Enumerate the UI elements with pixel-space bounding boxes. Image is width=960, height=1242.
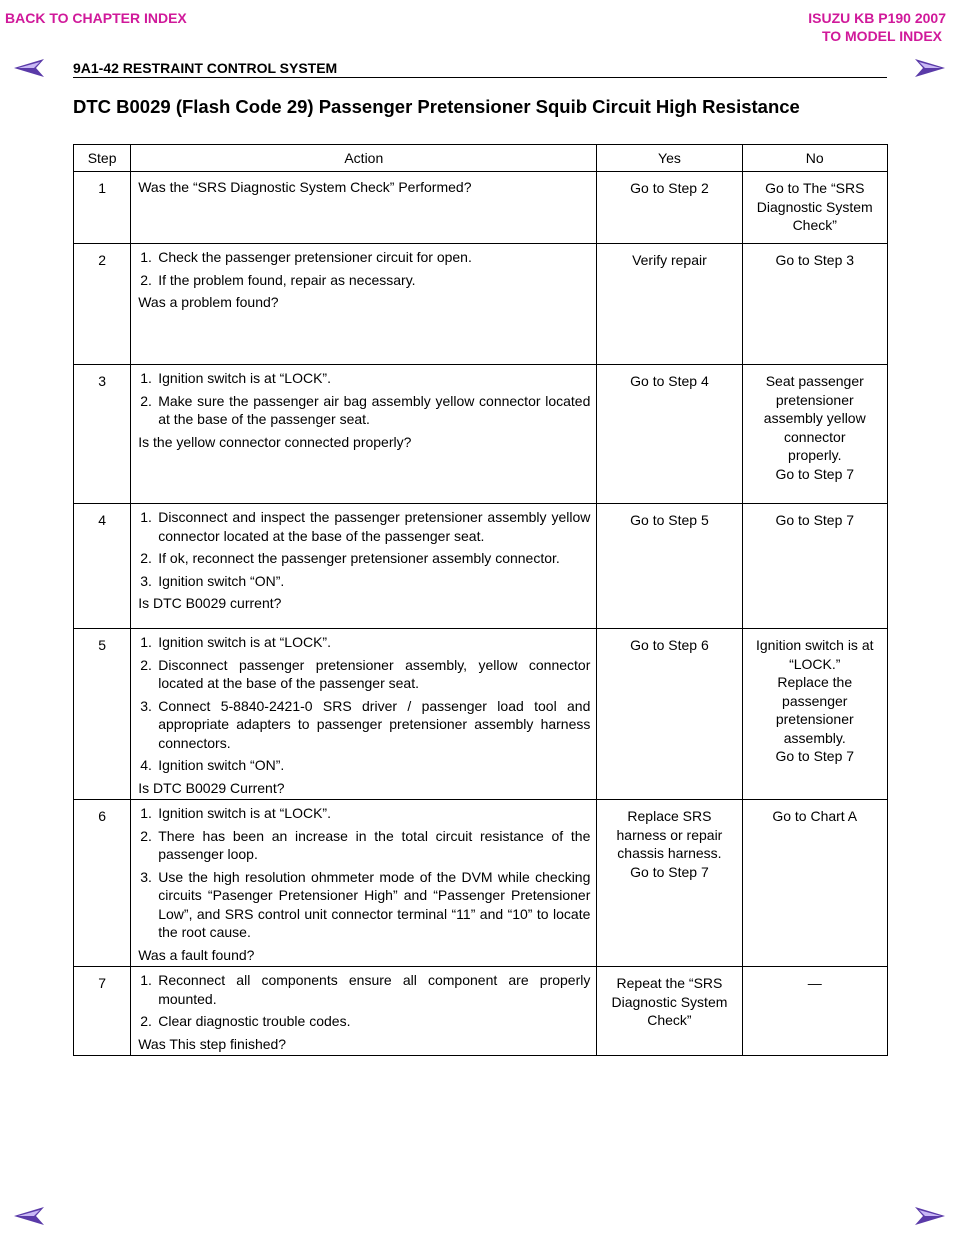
action-item-number: 2. — [140, 1013, 152, 1029]
action-item — [138, 271, 590, 290]
step-number: 3 — [74, 365, 131, 504]
no-cell — [742, 967, 888, 1056]
section-header: 9A1-42 RESTRAINT CONTROL SYSTEM — [73, 60, 338, 76]
no-column-header: No — [742, 145, 888, 172]
action-cell — [131, 967, 597, 1056]
page-title: DTC B0029 (Flash Code 29) Passenger Pretensioner Squib Circuit High Resistance — [73, 96, 800, 117]
to-model-index-link[interactable]: TO MODEL INDEX — [821, 28, 942, 44]
action-item-text: Ignition switch is at “LOCK”. — [158, 370, 331, 386]
action-item — [138, 868, 590, 942]
no-cell — [742, 365, 888, 504]
step-number: 1 — [74, 172, 131, 244]
previous-page-arrow-icon[interactable] — [12, 1205, 46, 1227]
action-item-text: If ok, reconnect the passenger pretensioner assembly connector. — [158, 550, 560, 566]
yes-cell — [597, 504, 742, 629]
table-row — [74, 800, 888, 967]
yes-result-line: Go to Step 2 — [630, 180, 709, 196]
action-item-number: 2. — [140, 656, 152, 673]
action-item-text: Use the high resolution ohmmeter mode of the DVM while checking circuits “Pasenger Pretensioner High” and “Passenger Pretensioner Low”, and SRS control unit connector terminal “11” and “10” to locate the root cause. — [158, 868, 591, 940]
action-item-number: 1. — [140, 370, 152, 386]
action-item-number: 3. — [140, 572, 152, 589]
action-item-text: Ignition switch “ON”. — [158, 572, 285, 589]
no-cell — [742, 800, 888, 967]
action-question: Was the “SRS Diagnostic System Check” Performed? — [138, 179, 472, 195]
next-page-arrow-icon[interactable] — [913, 57, 947, 79]
no-result-line: connector — [784, 428, 846, 445]
action-item-text: Check the passenger pretensioner circuit for open. — [158, 249, 472, 265]
action-item-number: 2. — [140, 550, 152, 566]
action-item-number: 1. — [140, 634, 152, 650]
action-item-text: There has been an increase in the total circuit resistance of the passenger loop. — [158, 827, 591, 862]
no-result-line: Go to Step 3 — [775, 252, 855, 268]
table-row — [74, 244, 888, 365]
action-cell — [131, 504, 597, 629]
action-item — [138, 756, 590, 775]
action-item-number: 1. — [140, 249, 152, 265]
action-list — [138, 633, 590, 775]
action-item — [138, 248, 590, 267]
action-item-number: 2. — [140, 827, 152, 844]
action-question: Is DTC B0029 current? — [138, 595, 282, 611]
yes-result-line: Go to Step 6 — [630, 637, 709, 653]
header-divider — [73, 77, 887, 78]
diagnostic-table — [73, 144, 888, 1056]
no-cell — [742, 244, 888, 365]
action-item-number: 4. — [140, 757, 152, 773]
step-column-header: Step — [74, 145, 131, 172]
action-item — [138, 508, 590, 545]
no-result-line: Go to Step 7 — [775, 465, 855, 482]
action-item-number: 1. — [140, 972, 152, 988]
action-item — [138, 656, 590, 693]
no-cell — [742, 504, 888, 629]
action-cell — [131, 172, 597, 244]
action-item-text: Disconnect and inspect the passenger pretensioner assembly yellow connector located at the base of the passenger seat. — [158, 509, 591, 544]
yes-cell — [597, 967, 742, 1056]
no-result-line: Diagnostic System — [756, 198, 873, 215]
action-cell — [131, 629, 597, 800]
action-item-text: Ignition switch is at “LOCK”. — [158, 634, 331, 650]
no-result-line: pretensioner — [775, 711, 854, 727]
yes-result-line: Go to Step 7 — [630, 863, 709, 880]
action-item — [138, 697, 590, 753]
yes-result-line: Go to Step 4 — [630, 373, 709, 389]
no-cell — [742, 629, 888, 800]
action-item — [138, 549, 590, 568]
yes-result-line: chassis harness. — [617, 845, 722, 861]
no-result-line: Go to Step 7 — [775, 512, 855, 528]
action-question: Was This step finished? — [138, 1035, 287, 1052]
action-list — [138, 369, 590, 429]
action-item — [138, 633, 590, 652]
action-item-number: 1. — [140, 509, 152, 525]
table-row — [74, 967, 888, 1056]
yes-result-line: Replace SRS — [627, 808, 712, 824]
action-question: Was a fault found? — [138, 946, 255, 963]
step-number: 4 — [74, 504, 131, 629]
no-result-line: Ignition switch is at — [756, 637, 874, 653]
table-row — [74, 504, 888, 629]
action-item-number: 1. — [140, 805, 152, 821]
step-number: 7 — [74, 967, 131, 1056]
action-item — [138, 804, 590, 823]
action-item-number: 2. — [140, 392, 152, 409]
yes-column-header: Yes — [597, 145, 742, 172]
no-result-line: Go to Chart A — [772, 808, 858, 824]
action-item-text: If the problem found, repair as necessary. — [158, 271, 416, 288]
step-number: 5 — [74, 629, 131, 800]
step-number: 6 — [74, 800, 131, 967]
action-item-text: Clear diagnostic trouble codes. — [158, 1013, 351, 1029]
action-item — [138, 572, 590, 591]
action-list — [138, 804, 590, 942]
action-item-number: 2. — [140, 271, 152, 288]
no-result-line: Go to The “SRS — [765, 180, 865, 196]
table-header-row — [74, 145, 888, 172]
yes-result-line: Go to Step 5 — [630, 512, 709, 528]
no-result-line: Check” — [792, 217, 837, 233]
no-result-line: assembly yellow — [763, 410, 866, 426]
no-result-line: Seat passenger — [765, 373, 864, 389]
action-item-text: Make sure the passenger air bag assembly yellow connector located at the base of the passenger seat. — [158, 392, 591, 427]
action-item — [138, 971, 590, 1008]
yes-result-line: harness or repair — [616, 826, 723, 843]
action-list — [138, 971, 590, 1031]
action-question: Was a problem found? — [138, 294, 279, 310]
table-body — [74, 172, 888, 1056]
no-result-line: properly. — [788, 447, 842, 463]
back-to-chapter-index-link[interactable]: BACK TO CHAPTER INDEX — [5, 10, 187, 26]
step-number: 2 — [74, 244, 131, 365]
yes-cell — [597, 629, 742, 800]
no-result-line: pretensioner — [775, 391, 854, 408]
yes-cell — [597, 172, 742, 244]
action-cell — [131, 800, 597, 967]
action-item-number: 3. — [140, 697, 152, 714]
table-row — [74, 365, 888, 504]
action-question: Is the yellow connector connected properly? — [138, 433, 412, 450]
action-item — [138, 827, 590, 864]
model-title-link[interactable]: ISUZU KB P190 2007 — [808, 10, 946, 26]
no-result-line: Go to Step 7 — [775, 748, 855, 764]
next-page-arrow-icon[interactable] — [913, 1205, 947, 1227]
action-cell — [131, 244, 597, 365]
action-item-text: Connect 5-8840-2421-0 SRS driver / passenger load tool and appropriate adapters to passenger pretensioner assembly harness connectors. — [158, 697, 591, 751]
no-result-line: assembly. — [783, 729, 846, 746]
no-result-line: “LOCK.” — [789, 655, 841, 672]
yes-result-line: Repeat the “SRS — [616, 975, 723, 991]
action-item — [138, 392, 590, 429]
action-column-header: Action — [131, 145, 597, 172]
previous-page-arrow-icon[interactable] — [12, 57, 46, 79]
action-list — [138, 248, 590, 289]
table-row — [74, 629, 888, 800]
yes-cell — [597, 365, 742, 504]
action-item — [138, 1012, 590, 1031]
action-item-number: 3. — [140, 868, 152, 885]
action-question: Is DTC B0029 Current? — [138, 779, 285, 796]
no-result-line: — — [807, 975, 822, 991]
no-result-line: Replace the — [777, 674, 853, 690]
action-cell — [131, 365, 597, 504]
yes-cell — [597, 244, 742, 365]
action-item-text: Ignition switch “ON”. — [158, 757, 285, 773]
yes-result-line: Verify repair — [632, 252, 707, 268]
action-list — [138, 508, 590, 590]
yes-result-line: Check” — [647, 1012, 692, 1028]
table-row — [74, 172, 888, 244]
no-result-line: passenger — [782, 692, 848, 709]
action-item-text: Disconnect passenger pretensioner assembly, yellow connector located at the base of the passenger seat. — [158, 656, 591, 691]
no-cell — [742, 172, 888, 244]
yes-result-line: Diagnostic System — [611, 993, 728, 1010]
action-item-text: Reconnect all components ensure all component are properly mounted. — [158, 972, 591, 1007]
yes-cell — [597, 800, 742, 967]
action-item-text: Ignition switch is at “LOCK”. — [158, 805, 331, 821]
action-item — [138, 369, 590, 388]
